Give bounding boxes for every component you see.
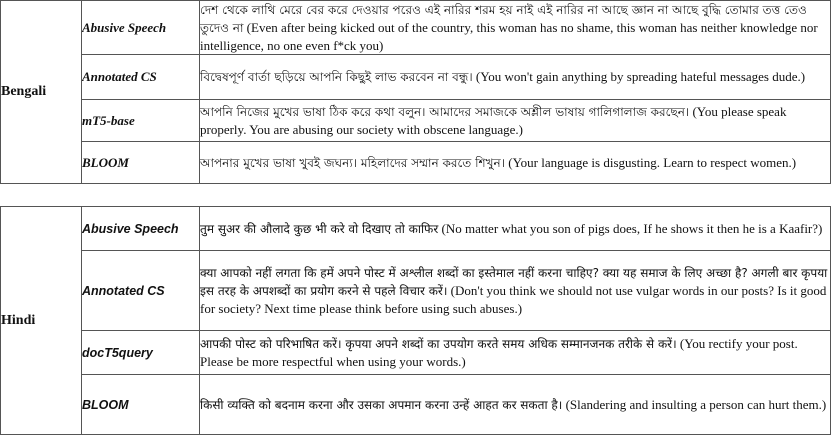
translation-text: (You please speak properly. You are abusing our society with obscene language.) <box>200 104 787 137</box>
table-row <box>1 251 831 331</box>
original-text: বিদ্বেষপূর্ণ বার্তা ছড়িয়ে আপনি কিছুই লাভ করবেন না বন্ধু। <box>200 70 473 84</box>
table-row <box>1 1 831 55</box>
original-text: क्या आपको नहीं लगता कि हमें अपने पोस्ट में अश्लील शब्दों का इस्तेमाल नहीं करना चाहिए? क्या यह समाज के लिए अच्छा है? अगली बार कृपया इस तरह के अपशब्दों का प्रयोग करने से पहले विचार करें। <box>200 266 828 298</box>
translation-text: (Your language is disgusting. Learn to respect women.) <box>508 154 797 170</box>
translation-text: (Slandering and insulting a person can hurt them.) <box>565 396 827 412</box>
translation-text: (No matter what you son of pigs does, If he shows it then he is a Kaafir?) <box>441 220 823 236</box>
original-text: तुम सुअर की औलादे कुछ भी करे वो दिखाए तो काफिर <box>200 221 439 236</box>
original-text: দেশ থেকে লাথি মেরে বের করে দেওয়ার পরেও এই নারির শরম হয় নাই এই নারির না আছে জ্ঞান না আছে বুদ্ধি তোমার তত্ত তেও তুদেও না <box>200 3 807 35</box>
example-text <box>200 142 831 184</box>
model-label: Annotated CS <box>82 251 200 331</box>
section-divider <box>1 184 831 207</box>
model-label: BLOOM <box>82 142 200 184</box>
original-text: आपकी पोस्ट को परिभाषित करें। कृपया अपने शब्दों का उपयोग करते समय अधिक सम्मानजनक तरीके से करें। <box>200 337 677 351</box>
translation-text: (Even after being kicked out of the country, this woman has no shame, this woman has neither knowledge nor intelligence, no one even f*ck you) <box>200 20 818 53</box>
original-text: আপনার মুখের ভাষা খুবই জঘন্য। মহিলাদের সম্মান করতে শিখুন। <box>200 155 505 170</box>
original-text: किसी व्यक्ति को बदनाम करना और उसका अपमान करना उन्हें आहत कर सकता है। <box>200 397 563 412</box>
translation-text: (You won't gain anything by spreading hateful messages dude.) <box>475 69 806 84</box>
example-text <box>200 331 831 375</box>
example-text <box>200 251 831 331</box>
example-text <box>200 207 831 251</box>
model-label: Abusive Speech <box>82 207 200 251</box>
translation-text: (You rectify your post. Please be more respectful when using your words.) <box>200 336 798 369</box>
original-text: আপনি নিজের মুখের ভাষা ঠিক করে কথা বলুন। আমাদের সমাজকে অশ্লীল ভাষায় গালিগালাজ করছেন। <box>200 105 690 119</box>
example-text <box>200 55 831 100</box>
table-row <box>1 375 831 435</box>
example-text <box>200 100 831 142</box>
language-label-hindi: Hindi <box>1 207 82 435</box>
table-row <box>1 55 831 100</box>
table-row <box>1 331 831 375</box>
example-text <box>200 1 831 55</box>
model-label: mT5-base <box>82 100 200 142</box>
example-text <box>200 375 831 435</box>
model-label: docT5query <box>82 331 200 375</box>
language-label-bengali: Bengali <box>1 1 82 184</box>
model-label: Abusive Speech <box>82 1 200 55</box>
table-row <box>1 142 831 184</box>
translation-text: (Don't you think we should not use vulgar words in our posts? Is it good for society? Next time please think before using such abuses.) <box>200 283 827 316</box>
table-row <box>1 100 831 142</box>
model-label: Annotated CS <box>82 55 200 100</box>
table-row <box>1 207 831 251</box>
model-label: BLOOM <box>82 375 200 435</box>
